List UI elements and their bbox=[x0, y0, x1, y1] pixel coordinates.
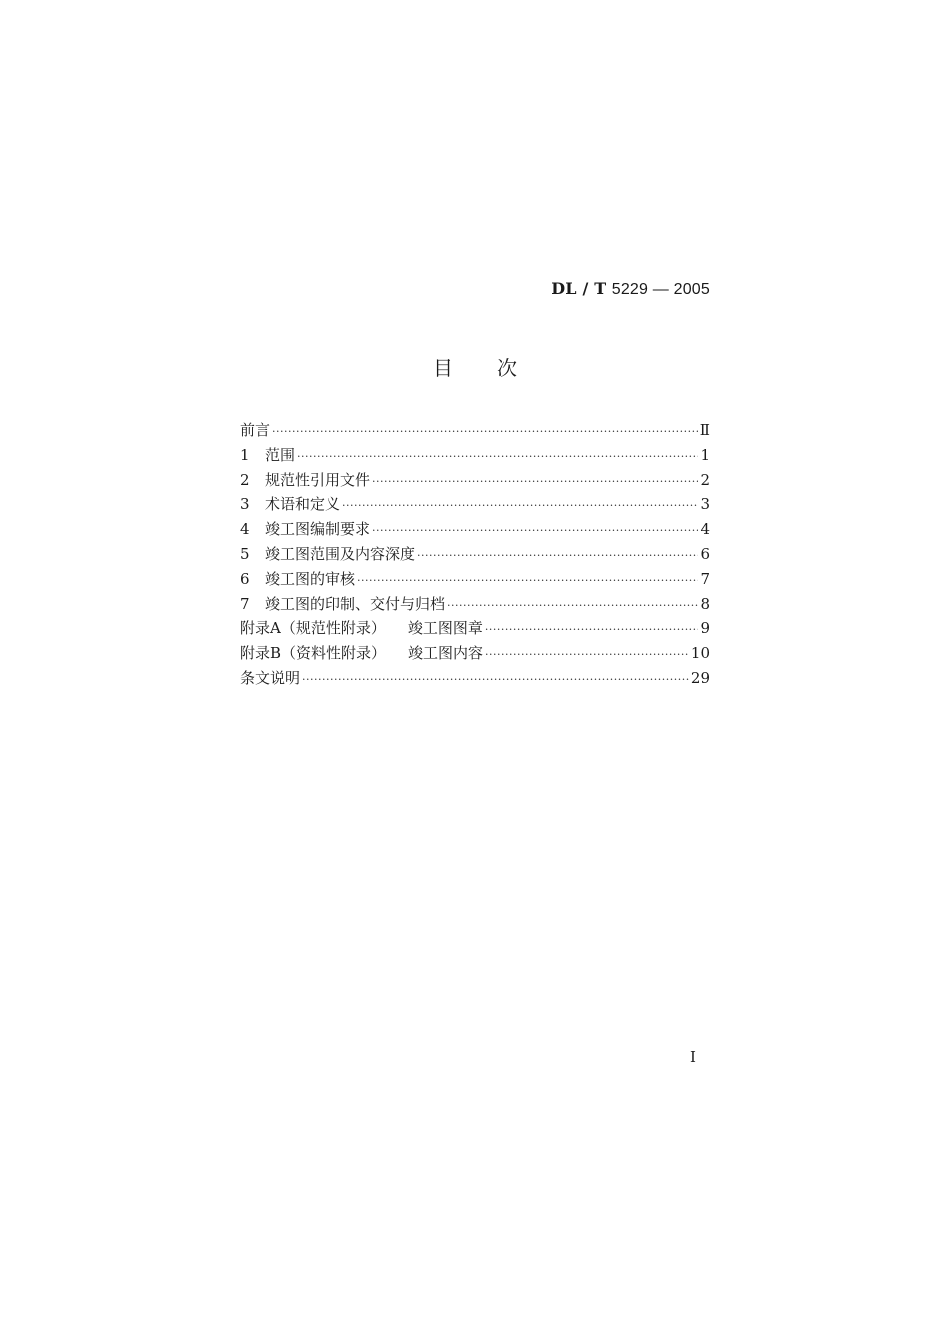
toc-entry-3[interactable] bbox=[240, 492, 710, 517]
toc-entry-label bbox=[240, 616, 483, 641]
toc-entry-label: 术语和定义 bbox=[265, 495, 341, 514]
toc-entry-5[interactable] bbox=[240, 542, 710, 567]
toc-leader-dots bbox=[417, 544, 698, 569]
toc-entry-label: 条文说明 bbox=[240, 668, 301, 687]
toc-entry-4[interactable] bbox=[240, 517, 710, 542]
toc-entry-explanation[interactable] bbox=[240, 666, 710, 691]
toc-leader-dots bbox=[357, 569, 698, 594]
toc-leader-dots bbox=[342, 494, 698, 519]
toc-entry-page: 3 bbox=[700, 495, 710, 514]
toc-leader-dots bbox=[447, 594, 698, 619]
toc-entry-label: 范围 bbox=[265, 445, 296, 464]
toc-leader-dots bbox=[485, 643, 689, 668]
appendix-title: 竣工图图章 bbox=[407, 619, 483, 638]
toc-leader-dots bbox=[297, 445, 698, 470]
appendix-designation: 附录A（规范性附录） bbox=[240, 619, 386, 638]
appendix-designation: 附录B（资料性附录） bbox=[240, 644, 387, 663]
toc-entry-label: 规范性引用文件 bbox=[265, 470, 371, 489]
toc-leader-dots bbox=[372, 519, 698, 544]
toc-entry-appendix-a[interactable] bbox=[240, 616, 710, 641]
standard-number: 5229 — 2005 bbox=[611, 281, 710, 298]
standard-code bbox=[551, 279, 710, 299]
toc-title bbox=[0, 352, 950, 381]
toc-entry-1[interactable] bbox=[240, 443, 710, 468]
toc-entry-label: 竣工图编制要求 bbox=[265, 520, 371, 539]
toc-entry-7[interactable] bbox=[240, 592, 710, 617]
toc-entry-label: 前言 bbox=[240, 421, 271, 439]
toc-entry-page: 8 bbox=[700, 594, 710, 613]
toc-entry-2[interactable] bbox=[240, 468, 710, 493]
toc-entry-page: 2 bbox=[700, 470, 710, 489]
toc-entry-number: 1 bbox=[240, 445, 250, 464]
toc-entry-page: 9 bbox=[700, 619, 710, 638]
toc-entry-number: 3 bbox=[240, 495, 250, 514]
standard-prefix: DL / T bbox=[551, 279, 607, 298]
toc-entry-foreword[interactable] bbox=[240, 418, 710, 443]
toc-entry-label: 竣工图范围及内容深度 bbox=[265, 544, 416, 563]
toc-entry-page: 10 bbox=[690, 644, 710, 663]
toc-entry-page: Ⅱ bbox=[699, 421, 710, 439]
toc-leader-dots bbox=[302, 668, 689, 693]
toc-entry-page: 1 bbox=[700, 445, 710, 464]
toc-entry-page: 6 bbox=[700, 544, 710, 563]
toc-entry-page: 7 bbox=[700, 569, 710, 588]
toc-entry-6[interactable] bbox=[240, 567, 710, 592]
toc-entry-number: 7 bbox=[240, 594, 250, 613]
toc-title-char-1: 目 bbox=[433, 356, 453, 380]
toc-entry-number: 6 bbox=[240, 569, 250, 588]
toc-entry-page: 4 bbox=[700, 520, 710, 539]
toc-entry-appendix-b[interactable] bbox=[240, 641, 710, 666]
toc-entry-label: 竣工图的印制、交付与归档 bbox=[265, 594, 446, 613]
toc-entry-page: 29 bbox=[690, 668, 710, 687]
toc-entry-number: 4 bbox=[240, 520, 250, 539]
toc-title-char-2: 次 bbox=[497, 356, 517, 380]
appendix-title: 竣工图内容 bbox=[408, 644, 484, 663]
toc-leader-dots bbox=[272, 420, 698, 445]
toc-leader-dots bbox=[372, 470, 698, 495]
page-number: I bbox=[690, 1048, 696, 1066]
toc-entry-label bbox=[240, 641, 483, 666]
toc-entry-number: 5 bbox=[240, 544, 250, 563]
table-of-contents bbox=[240, 418, 710, 691]
toc-entry-label: 竣工图的审核 bbox=[265, 569, 356, 588]
toc-entry-number: 2 bbox=[240, 470, 250, 489]
toc-leader-dots bbox=[485, 618, 699, 643]
